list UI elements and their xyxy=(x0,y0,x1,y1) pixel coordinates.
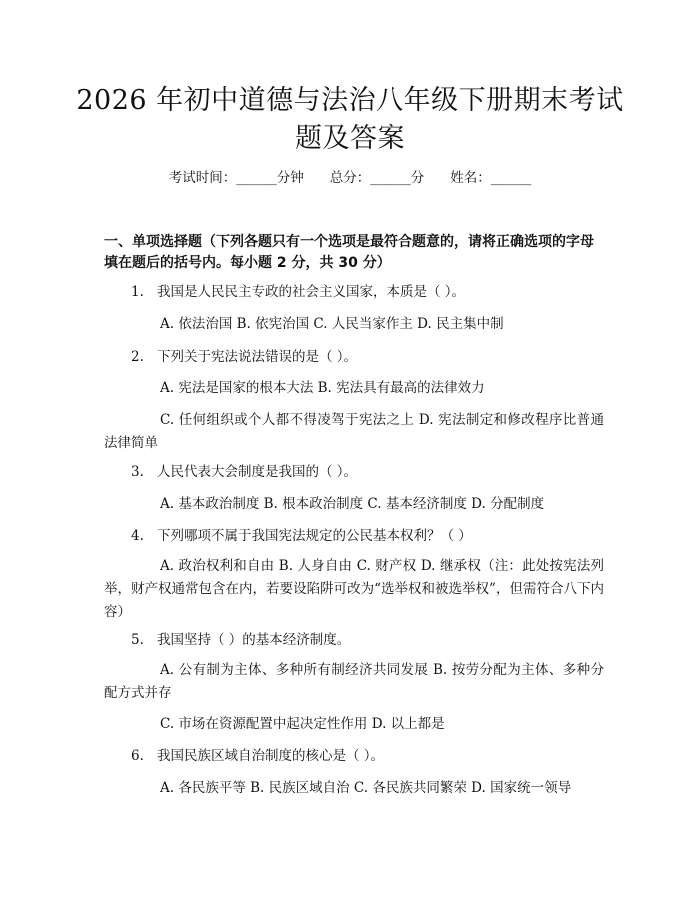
question-1-options: A. 依法治国 B. 依宪治国 C. 人民当家作主 D. 民主集中制 xyxy=(160,316,504,332)
exam-title-line1: 2026 年初中道德与法治八年级下册期末考试 xyxy=(76,85,624,116)
section-heading-line2: 填在题后的括号内。每小题 2 分，共 30 分） xyxy=(104,255,391,271)
question-text: 我国民族区域自治制度的核心是（ ）。 xyxy=(157,748,385,764)
exam-title-line2: 题及答案 xyxy=(295,123,405,154)
student-name-label: 姓名：______ xyxy=(450,170,532,186)
section-heading-line1: 一、单项选择题（下列各题只有一个选项是最符合题意的，请将正确选项的字母 xyxy=(104,234,594,250)
question-number: 6. xyxy=(131,748,144,764)
question-2-options-line2: C. 任何组织或个人都不得凌驾于宪法之上 D. 宪法制定和修改程序比普通法律简单 xyxy=(104,412,604,451)
question-number: 5. xyxy=(131,632,144,648)
question-text: 下列关于宪法说法错误的是（ ）。 xyxy=(157,349,358,365)
question-number: 3. xyxy=(131,464,144,480)
question-3-options: A. 基本政治制度 B. 根本政治制度 C. 基本经济制度 D. 分配制度 xyxy=(160,496,545,512)
question-6-options: A. 各民族平等 B. 民族区域自治 C. 各民族共同繁荣 D. 国家统一领导 xyxy=(160,780,572,796)
exam-time-label: 考试时间：______分钟 xyxy=(168,170,304,186)
question-text: 下列哪项不属于我国宪法规定的公民基本权利？（ ） xyxy=(157,528,472,544)
question-2-options-line1: A. 宪法是国家的根本大法 B. 宪法具有最高的法律效力 xyxy=(160,380,485,396)
question-number: 2. xyxy=(131,349,144,365)
exam-meta xyxy=(0,168,700,188)
question-5-options-line1: A. 公有制为主体、多种所有制经济共同发展 B. 按劳分配为主体、多种分配方式并存 xyxy=(104,662,604,701)
question-text: 我国坚持（ ）的基本经济制度。 xyxy=(157,632,351,648)
total-score-label: 总分：______分 xyxy=(329,170,425,186)
question-number: 1. xyxy=(131,284,144,300)
question-text: 我国是人民民主专政的社会主义国家，本质是（ ）。 xyxy=(157,284,466,300)
question-5-options-line2: C. 市场在资源配置中起决定性作用 D. 以上都是 xyxy=(160,716,445,732)
question-text: 人民代表大会制度是我国的（ ）。 xyxy=(157,464,358,480)
question-number: 4. xyxy=(131,528,144,544)
question-4-options: A. 政治权利和自由 B. 人身自由 C. 财产权 D. 继承权（注：此处按宪法列举，财产权通常包含在内，若要设陷阱可改为“选举权和被选举权”，但需符合八下内容） xyxy=(104,558,604,620)
